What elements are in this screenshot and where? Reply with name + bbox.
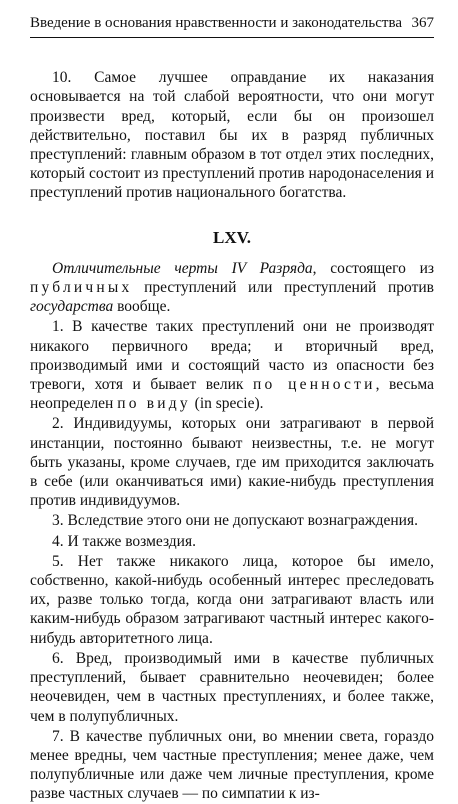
item-text: 1. В качестве таких преступлений они не производят никакого первичного вреда; и вторичный вред, производимый ими и состоящий часто из опасности без тревоги, хотя и бывает велик: [30, 318, 434, 394]
item-text: , весьма неопределен: [30, 376, 434, 413]
intro-paragraph: 10. Самое лучшее оправдание их наказания основывается на той слабой вероятности, что они могут произвести вред, который, если бы он произошел действительно, поставил бы их в разряд публичных преступлений: главным образом в тот отдел этих последних, который состоит из преступлений против народонаселения и преступлений против национального богатства.: [30, 69, 434, 202]
item-text: (in specie).: [190, 395, 264, 413]
item-paragraph-6: 6. Вред, производимый ими в качестве публичных преступлений, бывает сравнительно неочевиден; более неочевиден, чем в частных преступлениях, и более также, чем в полупубличных.: [30, 649, 434, 725]
lead-italic-title: Отличительные черты IV Разряда: [52, 259, 313, 277]
lead-text: вообще.: [113, 298, 171, 316]
lead-spaced-word: публичных: [30, 279, 133, 297]
section-heading: LXV.: [213, 227, 251, 247]
item-paragraph-4: 4. И также возмездия.: [52, 532, 196, 550]
spaced-phrase: по виду: [117, 395, 191, 413]
item-paragraph-7: 7. В качестве публичных они, во мнении света, гораздо менее вредны, чем частные преступления; менее даже, чем полупубличные или даже чем личные преступления, кроме разве частных случаев — по симпатии к из-: [30, 727, 434, 803]
lead-paragraph: [30, 259, 434, 317]
page-number: 367: [411, 15, 434, 31]
lead-italic-word: государства: [30, 298, 114, 316]
running-title: Введение в основания нравственности и законодательства: [30, 15, 402, 31]
lead-text: преступлений или преступлений против: [132, 279, 434, 297]
lead-text: , состоящего из: [312, 259, 434, 277]
item-paragraph-5: 5. Нет также никакого лица, которое бы имело, собственно, какой-нибудь особенный интерес преследовать их, разве только тогда, когда они затрагивают власть или каким-нибудь образом затрагивают частный интерес какого-нибудь авторитетного лица.: [30, 552, 434, 647]
item-paragraph-3: 3. Вследствие этого они не допускают вознаграждения.: [52, 512, 418, 530]
spaced-phrase: по ценности: [252, 376, 376, 394]
running-header: [30, 14, 434, 38]
item-paragraph-2: 2. Индивидуумы, которых они затрагивают в первой инстанции, постоянно бывают неизвестны, т.е. не могут быть указаны, кроме случаев, где им приходится заключать в себе (или оканчиваться ими) какие-нибудь преступления против индивидуумов.: [30, 415, 434, 510]
item-paragraph-1: [30, 317, 434, 413]
